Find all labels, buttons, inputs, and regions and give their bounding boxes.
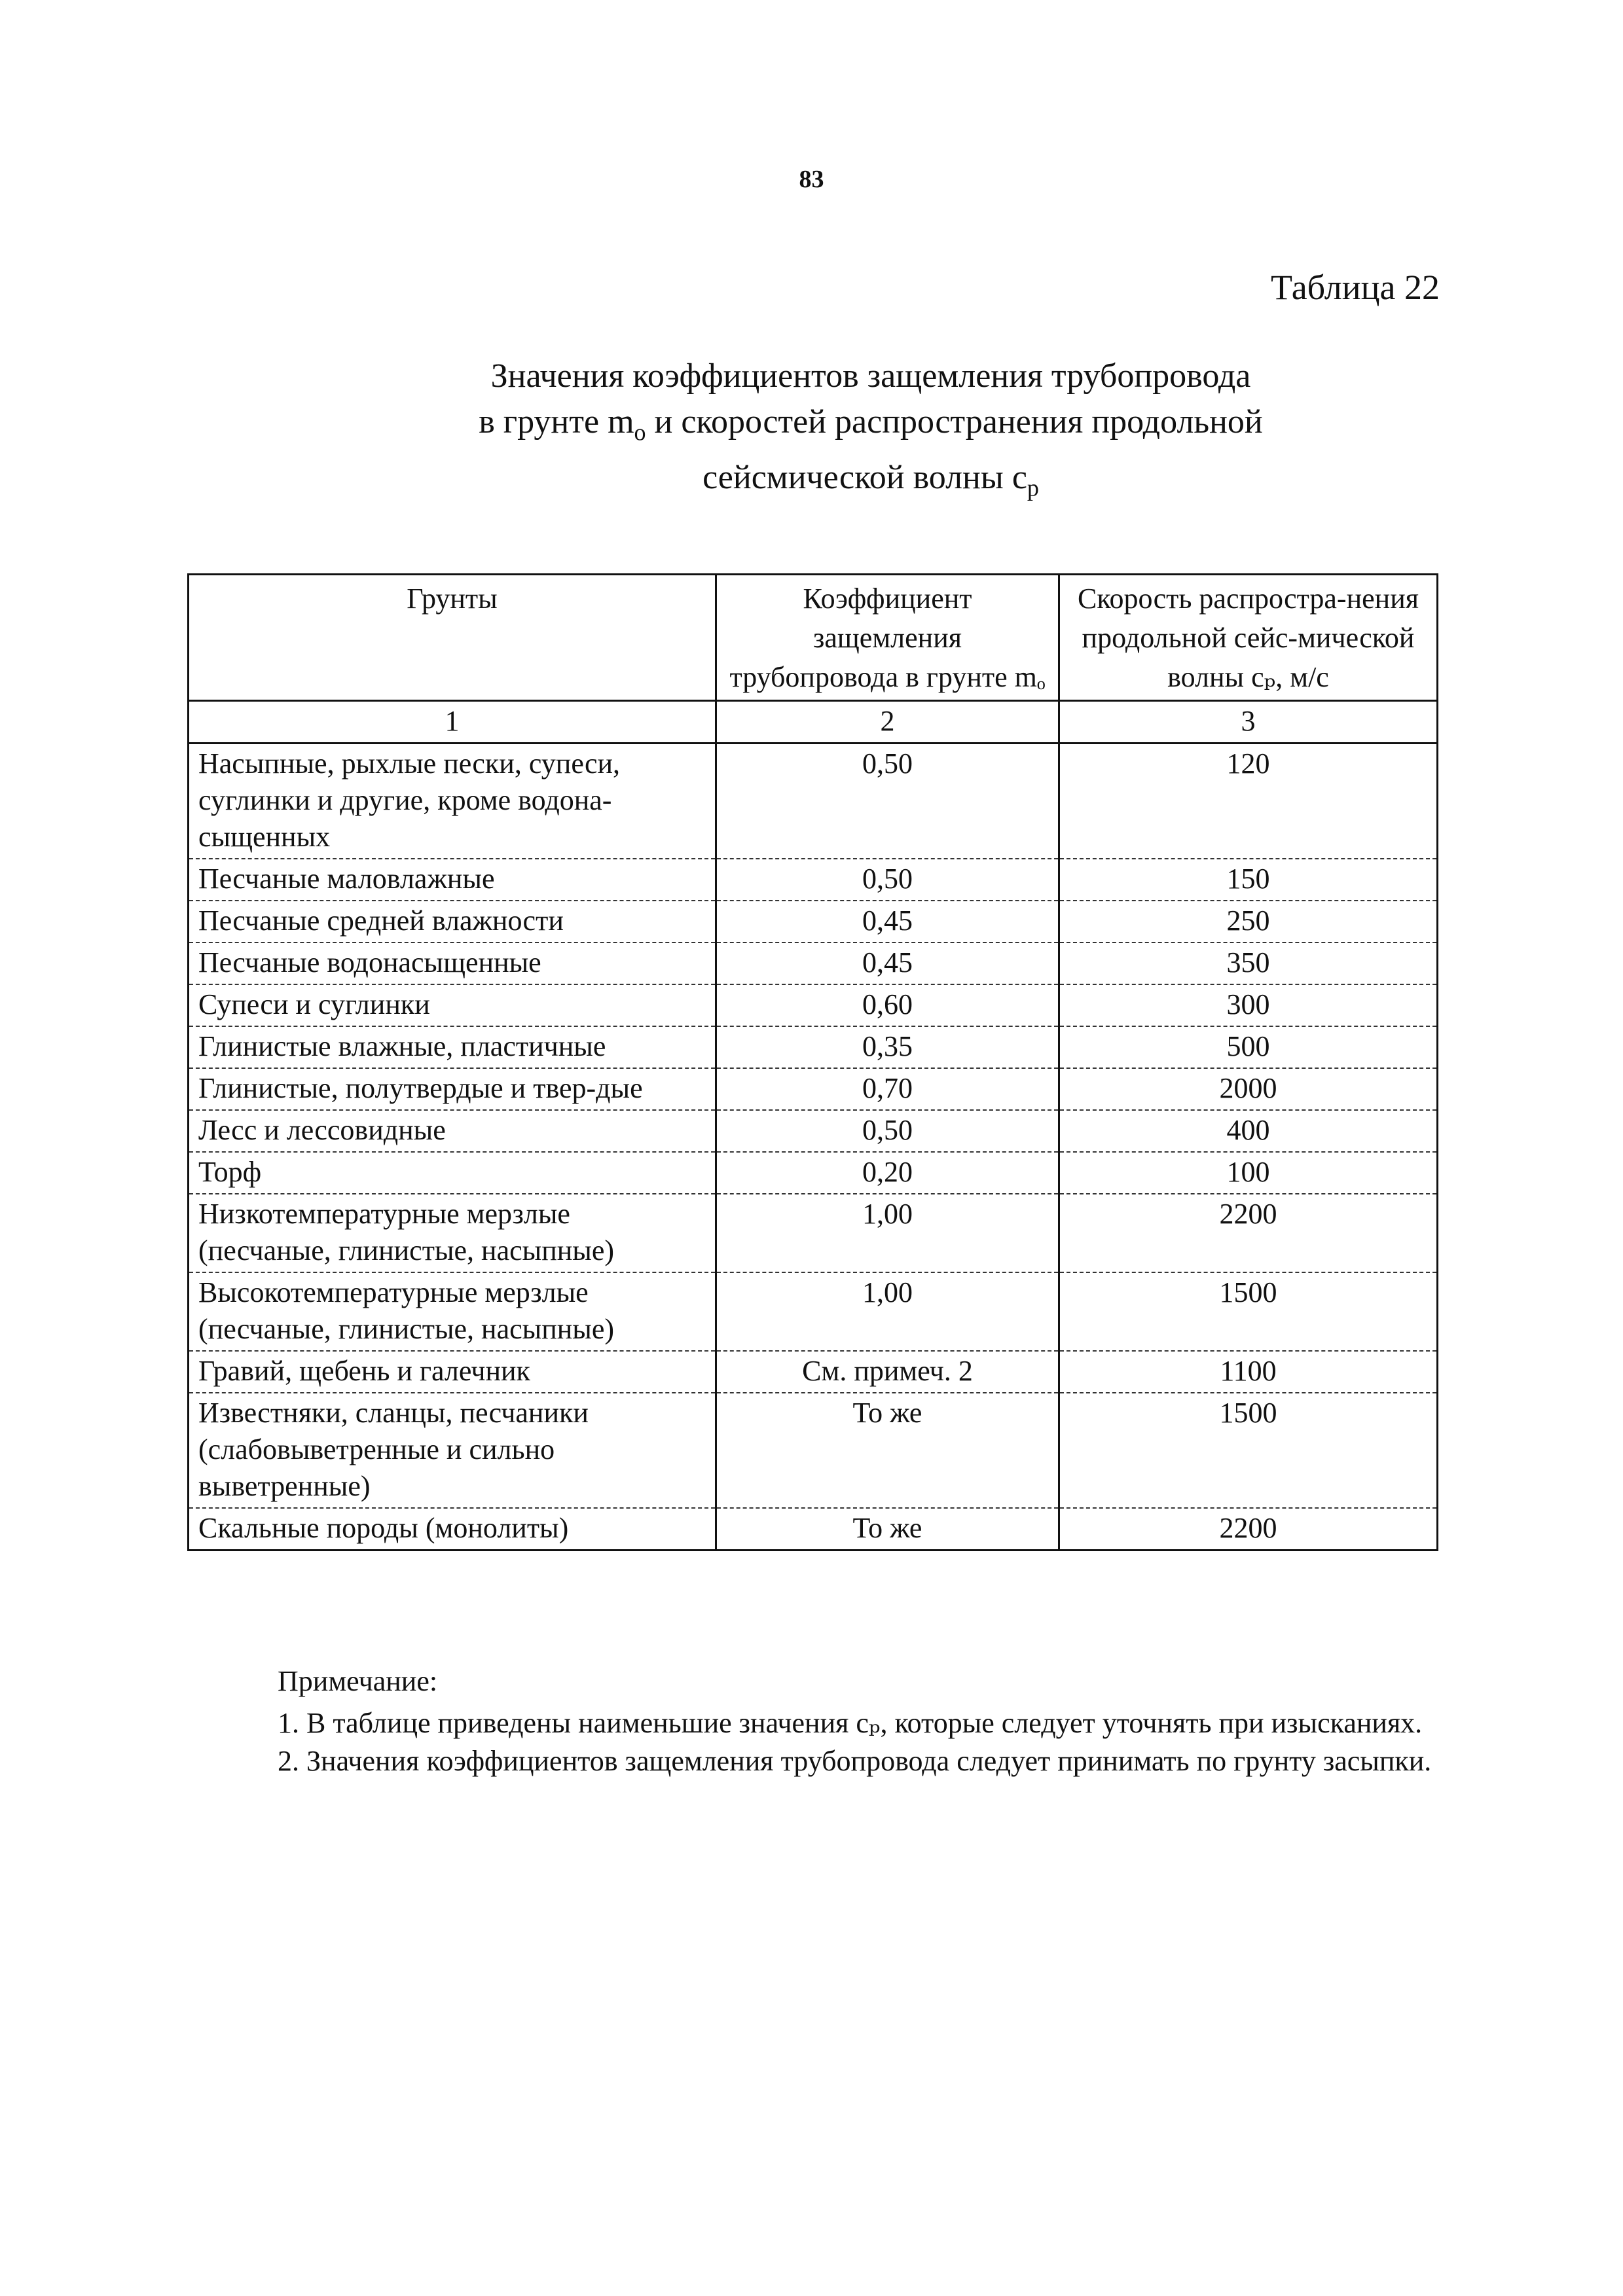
coefficient-cell: 1,00 — [716, 1194, 1059, 1272]
column-number: 2 — [716, 701, 1059, 744]
title-line-2-part-a: в грунте m — [479, 403, 634, 440]
coefficient-cell: 0,45 — [716, 901, 1059, 942]
table-row — [189, 1393, 1438, 1508]
table-row — [189, 1110, 1438, 1152]
soil-cell: Лесс и лессовидные — [189, 1110, 716, 1152]
speed-cell: 350 — [1059, 942, 1438, 984]
speed-cell: 1100 — [1059, 1351, 1438, 1393]
soil-cell: Низкотемпературные мерзлые (песчаные, глинистые, насыпные) — [189, 1194, 716, 1272]
page-number: 83 — [799, 166, 824, 193]
title-line-3-part-a: сейсмической волны c — [702, 459, 1027, 497]
title-line-2 — [340, 399, 1401, 455]
table-row — [189, 901, 1438, 942]
coefficient-cell: 0,35 — [716, 1026, 1059, 1068]
speed-cell: 2200 — [1059, 1508, 1438, 1551]
note-item: 1. В таблице приведены наименьшие значения cₚ, которые следует уточнять при изысканиях. — [278, 1707, 1423, 1739]
speed-cell: 500 — [1059, 1026, 1438, 1068]
title-line-3 — [340, 455, 1401, 511]
header-row — [189, 575, 1438, 701]
coefficient-cell: См. примеч. 2 — [716, 1351, 1059, 1393]
speed-cell: 150 — [1059, 859, 1438, 901]
speed-cell: 2200 — [1059, 1194, 1438, 1272]
table-row — [189, 744, 1438, 859]
soil-cell: Супеси и суглинки — [189, 984, 716, 1026]
table-row — [189, 1351, 1438, 1393]
coefficient-cell: 0,50 — [716, 859, 1059, 901]
table-row — [189, 984, 1438, 1026]
soil-cell: Песчаные маловлажные — [189, 859, 716, 901]
coefficient-cell: 0,50 — [716, 1110, 1059, 1152]
speed-cell: 1500 — [1059, 1272, 1438, 1351]
coefficient-cell: То же — [716, 1508, 1059, 1551]
column-number: 3 — [1059, 701, 1438, 744]
speed-cell: 250 — [1059, 901, 1438, 942]
soil-cell: Известняки, сланцы, песчаники (слабовыветренные и сильно выветренные) — [189, 1393, 716, 1508]
coefficient-cell: 1,00 — [716, 1272, 1059, 1351]
table-row — [189, 1194, 1438, 1272]
coefficient-cell: 0,70 — [716, 1068, 1059, 1110]
title-line-3-subscript: p — [1027, 475, 1039, 501]
speed-cell: 300 — [1059, 984, 1438, 1026]
coefficient-cell: 0,20 — [716, 1152, 1059, 1194]
title-line-2-part-b: и скоростей распространения продольной — [646, 403, 1263, 440]
notes-title: Примечание: — [278, 1665, 438, 1697]
table-row — [189, 1272, 1438, 1351]
note-item: 2. Значения коэффициентов защемления трубопровода следует принимать по грунту засыпки. — [278, 1745, 1432, 1777]
soil-cell: Глинистые, полутвердые и твер-дые — [189, 1068, 716, 1110]
soil-cell: Торф — [189, 1152, 716, 1194]
column-numbers-row — [189, 701, 1438, 744]
table-row — [189, 942, 1438, 984]
table-title — [340, 353, 1401, 511]
soil-cell: Песчаные водонасыщенные — [189, 942, 716, 984]
header-wave-speed: Скорость распростра-нения продольной сейс-мической волны cₚ, м/с — [1059, 575, 1438, 701]
table-row — [189, 1508, 1438, 1551]
coefficient-cell: 0,60 — [716, 984, 1059, 1026]
speed-cell: 2000 — [1059, 1068, 1438, 1110]
soil-cell: Гравий, щебень и галечник — [189, 1351, 716, 1393]
soil-cell: Скальные породы (монолиты) — [189, 1508, 716, 1551]
column-number: 1 — [189, 701, 716, 744]
speed-cell: 1500 — [1059, 1393, 1438, 1508]
table-row — [189, 1068, 1438, 1110]
soil-coefficients-table — [187, 573, 1438, 1551]
table-row — [189, 859, 1438, 901]
header-soils: Грунты — [189, 575, 716, 701]
soil-cell: Насыпные, рыхлые пески, супеси, суглинки и другие, кроме водона-сыщенных — [189, 744, 716, 859]
coefficient-cell: 0,45 — [716, 942, 1059, 984]
soil-cell: Глинистые влажные, пластичные — [189, 1026, 716, 1068]
coefficient-cell: То же — [716, 1393, 1059, 1508]
table-row — [189, 1026, 1438, 1068]
soil-cell: Высокотемпературные мерзлые (песчаные, глинистые, насыпные) — [189, 1272, 716, 1351]
speed-cell: 400 — [1059, 1110, 1438, 1152]
title-line-2-subscript: о — [634, 419, 646, 446]
speed-cell: 120 — [1059, 744, 1438, 859]
title-line-1: Значения коэффициентов защемления трубопровода — [490, 357, 1251, 395]
table-row — [189, 1152, 1438, 1194]
header-coefficient: Коэффициент защемления трубопровода в грунте mₒ — [716, 575, 1059, 701]
soil-cell: Песчаные средней влажности — [189, 901, 716, 942]
speed-cell: 100 — [1059, 1152, 1438, 1194]
notes-section — [278, 1662, 1436, 1780]
coefficient-cell: 0,50 — [716, 744, 1059, 859]
table-label: Таблица 22 — [1271, 268, 1440, 307]
